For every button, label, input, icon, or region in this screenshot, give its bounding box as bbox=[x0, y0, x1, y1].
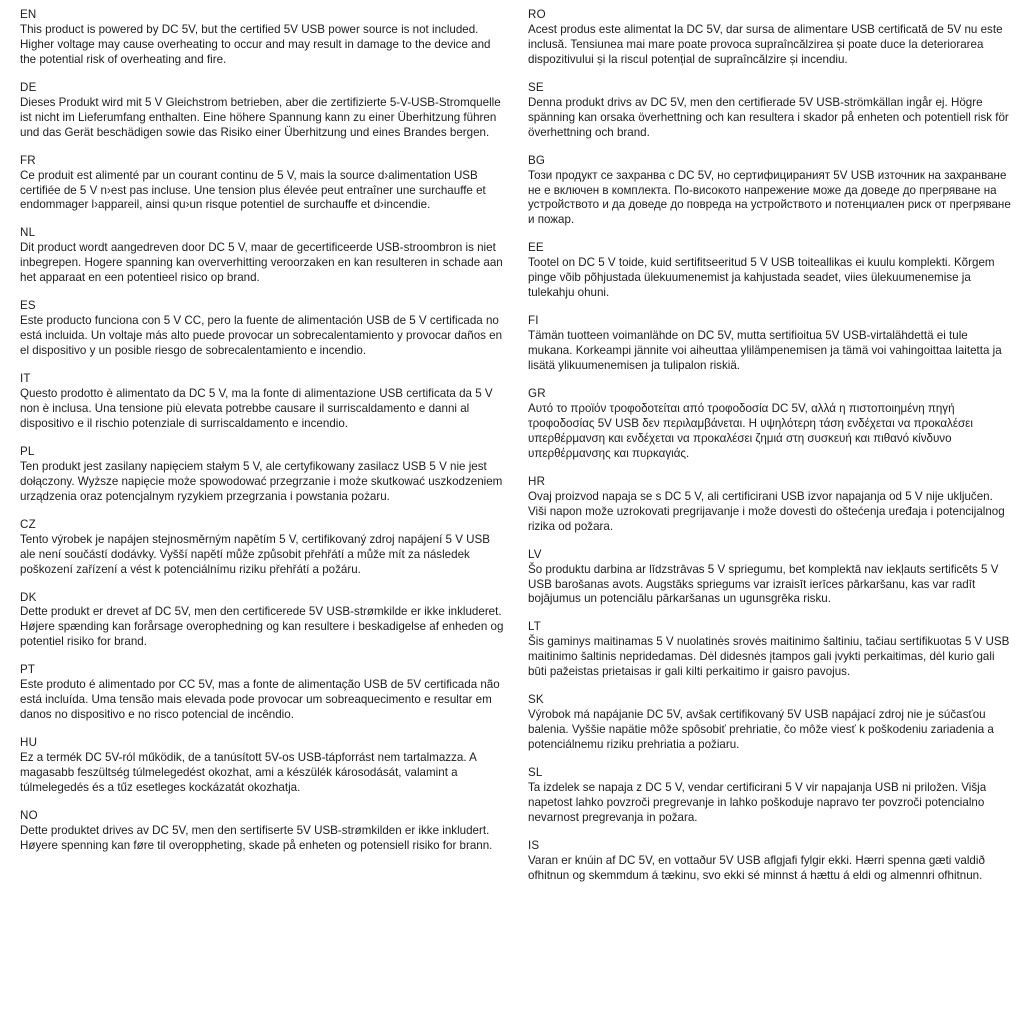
language-code-ee: EE bbox=[528, 241, 544, 255]
warning-text-pl: Ten produkt jest zasilany napięciem stałym 5 V, ale certyfikowany zasilacz USB 5 V nie jest dołączony. Wyższe napięcie może spowodować przegrzanie i może skutkować uszkodzeniem urządzenia oraz potencjalnym ryzykiem przegrzania i powstania pożaru. bbox=[20, 459, 503, 503]
warning-text-fi: Tämän tuotteen voimanlähde on DC 5V, mutta sertifioitua 5V USB-virtalähdettä ei tule mukana. Korkeampi jännite voi aiheuttaa ylilämpenemisen ja tämä voi vahingoittaa laitetta ja lisätä ylikuumenemisen ja tulipalon riskiä. bbox=[528, 329, 1002, 373]
language-code-dk: DK bbox=[20, 590, 37, 604]
lang-section-ro bbox=[528, 8, 1012, 68]
language-code-nl: NL bbox=[20, 226, 36, 240]
warning-text-sl: Ta izdelek se napaja z DC 5 V, vendar certificirani 5 V vir napajanja USB ni priložen. Višja napetost lahko povzroči pregrevanje in lahko poškoduje napravo ter povzroči potencialno nevarnost pregrevanja in požara. bbox=[528, 780, 987, 824]
warning-text-is: Varan er knúin af DC 5V, en vottaður 5V USB aflgjafi fylgir ekki. Hærri spenna gæti valdið ofhitnun og skemmdum á tækinu, svo ekki sé minnst á hættu á eldi og almennri ofhitnun. bbox=[528, 853, 985, 882]
lang-section-lv bbox=[528, 548, 1012, 608]
lang-section-dk bbox=[20, 591, 504, 651]
warning-text-bg: Този продукт се захранва с DC 5V, но сертифицираният 5V USB източник на захранване не е включен в комплекта. По-високото напрежение може да доведе до прегряване на устройството и да доведе до повреда на устройството и потенциален риск от прегряване и пожар. bbox=[528, 168, 1011, 227]
warning-text-de: Dieses Produkt wird mit 5 V Gleichstrom betrieben, aber die zertifizierte 5-V-USB-Stromquelle ist nicht im Lieferumfang enthalten. Eine höhere Spannung kann zu einer Überhitzung führen und das Gerät beschädigen sowie das Risiko einer Überhitzung und eines Brandes bergen. bbox=[20, 95, 501, 139]
lang-section-is bbox=[528, 839, 1012, 884]
language-code-hu: HU bbox=[20, 736, 38, 750]
lang-section-lt bbox=[528, 620, 1012, 680]
warning-text-en: This product is powered by DC 5V, but the certified 5V USB power source is not included. Higher voltage may cause overheating to occur and may result in damage to the device and the potential risk of overheating and fire. bbox=[20, 22, 491, 66]
lang-section-fr bbox=[20, 154, 504, 214]
language-code-is: IS bbox=[528, 838, 540, 852]
warning-text-it: Questo prodotto è alimentato da DC 5 V, ma la fonte di alimentazione USB certificata da 5 V non è inclusa. Una tensione più elevata potrebbe causare il surriscaldamento e danni al dispositivo e il rischio potenziale di surriscaldamento e incendio. bbox=[20, 387, 493, 430]
lang-section-bg bbox=[528, 154, 1012, 229]
language-code-fi: FI bbox=[528, 314, 539, 328]
lang-section-sk bbox=[528, 693, 1012, 753]
warning-text-es: Este producto funciona con 5 V CC, pero la fuente de alimentación USB de 5 V certificada no está incluida. Un voltaje más alto puede provocar un sobrecalentamiento y provocar daños en el dispositivo y un posible riesgo de sobrecalentamiento e incendio. bbox=[20, 314, 503, 358]
language-code-gr: GR bbox=[528, 387, 546, 401]
lang-section-fi bbox=[528, 314, 1012, 374]
lang-section-cz bbox=[20, 518, 504, 578]
language-code-se: SE bbox=[528, 80, 544, 94]
language-code-en: EN bbox=[20, 8, 37, 21]
lang-section-ee bbox=[528, 241, 1012, 301]
warning-text-gr: Αυτό το προϊόν τροφοδοτείται από τροφοδοσία DC 5V, αλλά η πιστοποιημένη πηγή τροφοδοσίας 5V USB δεν περιλαμβάνεται. Η υψηλότερη τάση ενδέχεται να προκαλέσει υπερθέρμανση και ενδέχεται να προκαλέσει ζημιά στη συσκευή και πιθανό κίνδυνο υπερθέρμανσης και πυρκαγιάς. bbox=[528, 401, 973, 460]
warning-text-lv: Šo produktu darbina ar līdzstrāvas 5 V spriegumu, bet komplektā nav iekļauts sertificēts 5 V USB barošanas avots. Augstāks spriegums var izraisīt ierīces pārkaršanu, kas var radīt bojājumus un potenciālu pārkaršanas un ugunsgrēka risku. bbox=[528, 562, 999, 606]
lang-section-it bbox=[20, 372, 504, 432]
language-code-cz: CZ bbox=[20, 517, 36, 531]
lang-section-no bbox=[20, 809, 504, 854]
warning-text-sk: Výrobok má napájanie DC 5V, avšak certifikovaný 5V USB napájací zdroj nie je súčasťou balenia. Vyššie napätie môže spôsobiť prehriatie, čo môže viesť k poškodeniu zariadenia a potenciálnemu riziku prehriatia a požiaru. bbox=[528, 708, 994, 752]
right-column bbox=[528, 8, 1012, 897]
warning-text-ro: Acest produs este alimentat la DC 5V, dar sursa de alimentare USB certificată de 5V nu este inclusă. Tensiunea mai mare poate provoca supraîncălzirea și poate duce la deteriorarea dispozitivului și la riscul potențial de supraîncălzire și incendiu. bbox=[528, 22, 1003, 66]
lang-section-pl bbox=[20, 445, 504, 505]
language-code-sl: SL bbox=[528, 766, 543, 780]
language-code-no: NO bbox=[20, 808, 38, 822]
language-code-lv: LV bbox=[528, 547, 542, 561]
language-code-es: ES bbox=[20, 299, 36, 313]
language-code-it: IT bbox=[20, 372, 31, 386]
warning-text-dk: Dette produkt er drevet af DC 5V, men den certificerede 5V USB-strømkilde er ikke inkluderet. Højere spænding kan forårsage overophedning og kan resultere i beskadigelse af enheden og potentiel risiko for brand. bbox=[20, 605, 504, 649]
warning-text-hr: Ovaj proizvod napaja se s DC 5 V, ali certificirani USB izvor napajanja od 5 V nije uključen. Viši napon može uzrokovati pregrijavanje i može dovesti do oštećenja uređaja i potencijalnog rizika od požara. bbox=[528, 489, 1005, 533]
language-code-pl: PL bbox=[20, 444, 35, 458]
lang-section-es bbox=[20, 299, 504, 359]
lang-section-nl bbox=[20, 226, 504, 286]
language-code-fr: FR bbox=[20, 153, 36, 167]
warning-text-ee: Tootel on DC 5 V toide, kuid sertifitseeritud 5 V USB toiteallikas ei kuulu komplekti. Kõrgem pinge võib põhjustada ülekuumenemist ja kahjustada seadet, viies ülekuumenemise ja tulekahju ohuni. bbox=[528, 256, 995, 300]
lang-section-gr bbox=[528, 387, 1012, 462]
warning-text-cz: Tento výrobek je napájen stejnosměrným napětím 5 V, certifikovaný zdroj napájení 5 V USB ale není součástí dodávky. Vyšší napětí může způsobit přehřátí a může mít za následek poškození zařízení a vést k potenciálnímu riziku přehřátí a požáru. bbox=[20, 532, 491, 576]
left-column bbox=[20, 8, 504, 897]
lang-section-en bbox=[20, 8, 504, 68]
warning-text-se: Denna produkt drivs av DC 5V, men den certifierade 5V USB-strömkällan ingår ej. Högre spänning kan orsaka överhettning och kan resultera i skador på enheten och potentiell risk för överhettning och brand. bbox=[528, 95, 1009, 139]
lang-section-hr bbox=[528, 475, 1012, 535]
warning-text-pt: Este produto é alimentado por CC 5V, mas a fonte de alimentação USB de 5V certificada não está incluída. Uma tensão mais elevada pode provocar um sobreaquecimento e resultar em danos no dispositivo e no risco potencial de incêndio. bbox=[20, 678, 500, 722]
warning-text-no: Dette produktet drives av DC 5V, men den sertifiserte 5V USB-strømkilden er ikke inkludert. Høyere spenning kan føre til overoppheting, skade på enheten og potensiell risiko for brann. bbox=[20, 823, 493, 852]
language-code-bg: BG bbox=[528, 153, 546, 167]
language-code-sk: SK bbox=[528, 693, 544, 707]
warning-text-lt: Šis gaminys maitinamas 5 V nuolatinės srovės maitinimo šaltiniu, tačiau sertifikuotas 5 V USB maitinimo šaltinis nepridedamas. Dėl didesnės įtampos gali įvykti perkaitimas, dėl kurio gali būti pažeistas prietaisas ir gali kilti perkaitimo ir gaisro pavojus. bbox=[528, 635, 1010, 679]
warning-text-hu: Ez a termék DC 5V-ról működik, de a tanúsított 5V-os USB-tápforrást nem tartalmazza. A magasabb feszültség túlmelegedést okozhat, ami a készülék károsodását, valamint a túlmelegedés és a tűz esetleges kockázatát okozhatja. bbox=[20, 751, 477, 794]
language-code-pt: PT bbox=[20, 663, 36, 677]
language-code-ro: RO bbox=[528, 8, 546, 21]
lang-section-de bbox=[20, 81, 504, 141]
language-code-lt: LT bbox=[528, 620, 542, 634]
lang-section-hu bbox=[20, 736, 504, 796]
language-code-hr: HR bbox=[528, 474, 546, 488]
language-code-de: DE bbox=[20, 80, 37, 94]
lang-section-se bbox=[528, 81, 1012, 141]
lang-section-pt bbox=[20, 663, 504, 723]
lang-section-sl bbox=[528, 766, 1012, 826]
warning-text-nl: Dit product wordt aangedreven door DC 5 V, maar de gecertificeerde USB-stroombron is niet inbegrepen. Hogere spanning kan oververhitting veroorzaken en kan resulteren in schade aan het apparaat en een potentieel risico op brand. bbox=[20, 241, 503, 285]
warning-text-fr: Ce produit est alimenté par un courant continu de 5 V, mais la source d›alimentation USB certifiée de 5 V n›est pas incluse. Une tension plus élevée peut entraîner une surchauffe et endommager l›appareil, ainsi qu›un risque potentiel de surchauffe et d›incendie. bbox=[20, 168, 486, 212]
